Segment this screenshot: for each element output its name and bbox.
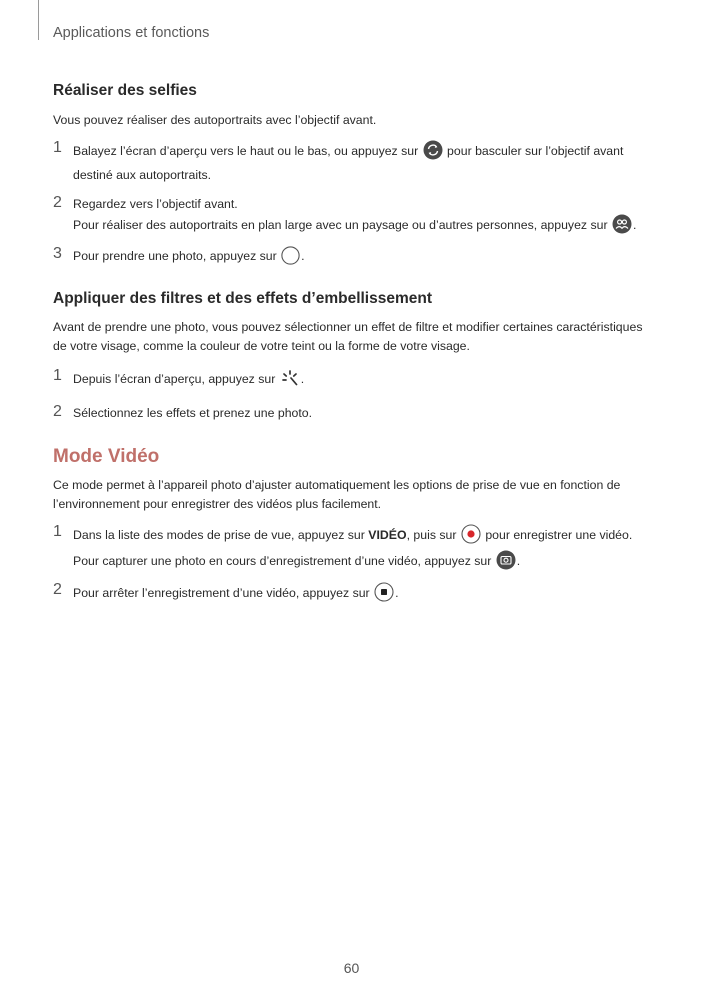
step-text: . bbox=[300, 372, 305, 386]
selfies-intro: Vous pouvez réaliser des autoportraits avec l’objectif avant. bbox=[53, 113, 377, 127]
step-text: . bbox=[516, 554, 521, 568]
step-number: 1 bbox=[53, 139, 62, 156]
page-content bbox=[53, 82, 653, 608]
step-text: Dans la liste des modes de prise de vue, appuyez sur bbox=[73, 528, 365, 542]
step-number: 1 bbox=[53, 523, 62, 540]
step-text: Regardez vers l’objectif avant. bbox=[73, 197, 238, 211]
step-number: 2 bbox=[53, 403, 62, 420]
record-button-icon bbox=[461, 524, 481, 550]
video-intro: Ce mode permet à l’appareil photo d’ajuster automatiquement les options de prise de vue en fonction de l’environnement pour enregistrer des vidéos plus facilement. bbox=[53, 478, 621, 511]
section-title-selfies: Réaliser des selfies bbox=[53, 82, 197, 99]
shutter-button-icon bbox=[281, 246, 300, 271]
step-text: Pour capturer une photo en cours d’enregistrement d’une vidéo, appuyez sur bbox=[73, 554, 492, 568]
capture-photo-icon bbox=[496, 550, 516, 576]
step-text: , puis sur bbox=[406, 528, 457, 542]
step-text: Balayez l’écran d’aperçu vers le haut ou le bas, ou appuyez sur bbox=[73, 144, 419, 158]
step-text: destiné aux autoportraits. bbox=[73, 168, 212, 182]
step-text: Sélectionnez les effets et prenez une photo. bbox=[73, 406, 313, 420]
video-step-1 bbox=[53, 524, 653, 576]
step-number: 2 bbox=[53, 194, 62, 211]
running-head: Applications et fonctions bbox=[53, 25, 210, 41]
step-text: Pour réaliser des autoportraits en plan large avec un paysage ou d’autres personnes, appuyez sur bbox=[73, 218, 608, 232]
step-text: pour basculer sur l’objectif avant bbox=[447, 144, 624, 158]
step-text: pour enregistrer une vidéo. bbox=[485, 528, 633, 542]
step-text: . bbox=[301, 249, 305, 263]
step-text: . bbox=[395, 586, 399, 600]
selfies-step-2 bbox=[53, 195, 653, 240]
video-step-2 bbox=[53, 582, 653, 608]
section-title-video-mode: Mode Vidéo bbox=[53, 446, 160, 467]
selfies-step-3 bbox=[53, 246, 653, 271]
step-text: Depuis l’écran d’aperçu, appuyez sur bbox=[73, 372, 276, 386]
mode-name-video: VIDÉO bbox=[368, 528, 407, 542]
step-number: 3 bbox=[53, 245, 62, 262]
filter-effects-icon bbox=[280, 368, 300, 394]
step-text: . bbox=[632, 218, 637, 232]
section-title-filters: Appliquer des filtres et des effets d’embellissement bbox=[53, 290, 433, 307]
filters-step-2 bbox=[53, 404, 653, 423]
step-text: Pour prendre une photo, appuyez sur bbox=[73, 249, 277, 263]
switch-camera-icon bbox=[423, 140, 443, 166]
step-text: Pour arrêter l’enregistrement d’une vidéo, appuyez sur bbox=[73, 586, 370, 600]
wide-selfie-icon bbox=[612, 214, 632, 240]
selfies-step-1 bbox=[53, 140, 653, 185]
filters-step-1 bbox=[53, 368, 653, 394]
filters-intro: Avant de prendre une photo, vous pouvez sélectionner un effet de filtre et modifier certaines caractéristiques de votre visage, comme la couleur de votre teint ou la forme de votre visage. bbox=[53, 320, 643, 353]
page-number: 60 bbox=[343, 960, 360, 976]
stop-button-icon bbox=[374, 582, 394, 608]
step-number: 2 bbox=[53, 581, 62, 598]
page-rule bbox=[38, 0, 39, 40]
step-number: 1 bbox=[53, 367, 62, 384]
